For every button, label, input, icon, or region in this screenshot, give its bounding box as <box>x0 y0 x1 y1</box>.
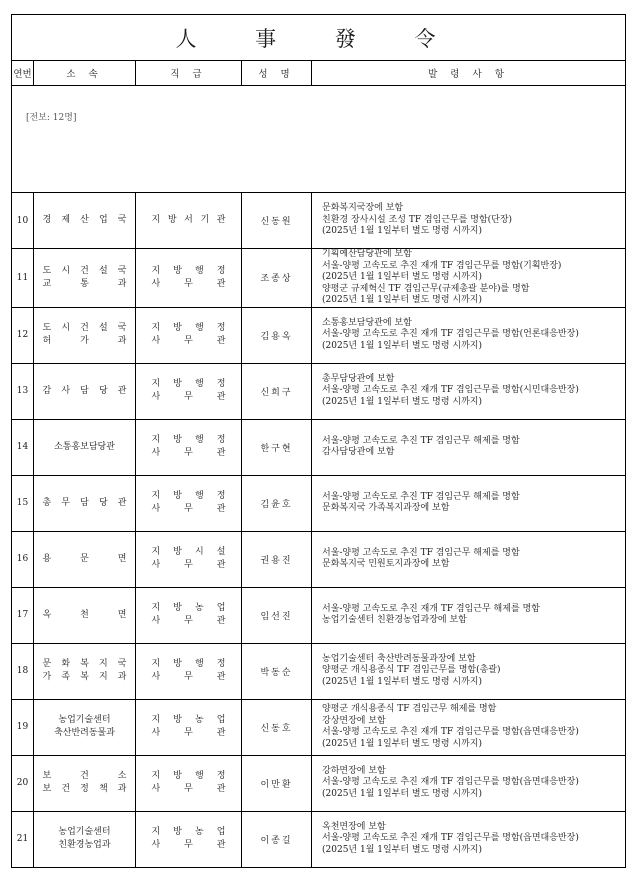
rank-cell <box>136 363 242 419</box>
order-detail-line: 서울-양평 고속도로 추진 재개 TF 겸임근무를 명함(기획반장) <box>322 260 562 271</box>
rank-line: 사 무 관 <box>151 840 226 850</box>
department-line: 경 제 산 업 국 <box>42 215 127 225</box>
row-number: 11 <box>12 249 34 308</box>
rank-cell <box>136 307 242 363</box>
order-detail-line: 서울-양평 고속도로 추진 재개 TF 겸임근무를 명함(언론대응반장) <box>322 329 579 340</box>
row-number: 20 <box>12 755 34 811</box>
rank-line: 지 방 행 정 <box>151 323 226 333</box>
person-name: 신동원 <box>242 193 312 249</box>
department-line: 도 시 건 설 국 <box>42 265 127 276</box>
table-row <box>12 755 626 811</box>
department-line: 도 시 건 설 국 <box>42 323 127 333</box>
person-name: 권용진 <box>242 531 312 587</box>
department-cell <box>34 249 136 308</box>
order-detail-line: 소통홍보담당관에 보함 <box>322 317 412 328</box>
order-detail-line: 서울-양평 고속도로 추진 TF 겸임근무 해제를 명함 <box>322 547 520 558</box>
table-row <box>12 587 626 643</box>
order-details-cell <box>312 307 626 363</box>
order-detail-line: 양평군 개식용종식 TF 겸임근무를 명함(총괄) <box>322 665 501 676</box>
department-line: 총 무 담 당 관 <box>42 497 127 508</box>
department-line: 감 사 담 당 관 <box>42 385 127 396</box>
table-row <box>12 249 626 308</box>
department-cell <box>34 307 136 363</box>
table-row <box>12 811 626 867</box>
header-desc: 발 령 사 항 <box>312 61 626 86</box>
rank-cell <box>136 587 242 643</box>
department-line: 농업기술센터 <box>58 715 111 725</box>
order-detail-line: (2025년 1월 1일부터 별도 명령 시까지) <box>322 340 483 351</box>
table-row <box>12 699 626 755</box>
order-detail-line: 서울-양평 고속도로 추진 TF 겸임근무 해제를 명함 <box>322 491 520 502</box>
table-row <box>12 643 626 699</box>
rank-cell <box>136 193 242 249</box>
table-row <box>12 531 626 587</box>
department-cell <box>34 587 136 643</box>
department-cell <box>34 193 136 249</box>
rank-line: 지 방 행 정 <box>151 491 226 501</box>
order-details-cell <box>312 249 626 308</box>
order-detail-line: (2025년 1월 1일부터 별도 명령 시까지) <box>322 226 483 237</box>
rank-line: 사 무 관 <box>151 336 226 346</box>
rank-line: 지 방 행 정 <box>151 659 226 669</box>
order-detail-line: (2025년 1월 1일부터 별도 명령 시까지) <box>322 738 483 749</box>
header-name: 성 명 <box>242 61 312 86</box>
personnel-order-table <box>11 14 626 868</box>
order-detail-line: 문화복지국 가족복지과장에 보함 <box>322 503 450 513</box>
order-detail-line: (2025년 1월 1일부터 별도 명령 시까지) <box>322 788 483 799</box>
person-name: 이만환 <box>242 755 312 811</box>
order-details-cell <box>312 811 626 867</box>
department-cell <box>34 811 136 867</box>
department-cell <box>34 699 136 755</box>
row-number: 12 <box>12 307 34 363</box>
rank-line: 지 방 농 업 <box>151 827 226 837</box>
header-row <box>12 61 626 86</box>
header-dept: 소 속 <box>34 61 136 86</box>
rank-line: 사 무 관 <box>151 392 226 402</box>
department-line: 허 가 과 <box>42 336 127 346</box>
rank-line: 지 방 시 설 <box>151 547 226 557</box>
order-detail-line: (2025년 1월 1일부터 별도 명령 시까지) <box>322 272 483 282</box>
department-line: 친환경농업과 <box>58 840 111 850</box>
table-row <box>12 193 626 249</box>
rank-line: 사 무 관 <box>151 504 226 514</box>
table-body <box>12 193 626 868</box>
department-line: 문 화 복 지 국 <box>42 659 127 669</box>
rank-line: 사 무 관 <box>151 784 226 794</box>
order-detail-line: 서울-양평 고속도로 추진 재개 TF 겸임근무 해제를 명함 <box>322 603 540 614</box>
rank-line: 지 방 농 업 <box>151 715 226 725</box>
department-line: 보 건 정 책 과 <box>42 784 127 794</box>
table-row <box>12 475 626 531</box>
order-detail-line: 농업기술센터 친환경농업과장에 보함 <box>322 615 467 625</box>
rank-cell <box>136 419 242 475</box>
order-detail-line: 강하면장에 보함 <box>322 765 386 776</box>
person-name: 김윤호 <box>242 475 312 531</box>
order-details-cell <box>312 531 626 587</box>
order-detail-line: (2025년 1월 1일부터 별도 명령 시까지) <box>322 844 483 855</box>
rank-line: 지 방 행 정 <box>151 771 226 781</box>
rank-line: 사 무 관 <box>151 560 226 570</box>
rank-cell <box>136 699 242 755</box>
order-detail-line: (2025년 1월 1일부터 별도 명령 시까지) <box>322 295 483 305</box>
rank-line: 사 무 관 <box>151 616 226 626</box>
department-line: 소통홍보담당관 <box>54 441 115 452</box>
rank-cell <box>136 755 242 811</box>
person-name: 신동호 <box>242 699 312 755</box>
rank-line: 사 무 관 <box>151 728 226 738</box>
rank-cell <box>136 531 242 587</box>
rank-line: 사 무 관 <box>151 448 226 458</box>
order-detail-line: 서울-양평 고속도로 추진 재개 TF 겸임근무를 명함(읍면대응반장) <box>322 727 579 737</box>
row-number: 13 <box>12 363 34 419</box>
rank-cell <box>136 811 242 867</box>
order-detail-line: 문화복지국 민원토지과장에 보함 <box>322 559 450 569</box>
order-detail-line: 양평군 개식용종식 TF 겸임근무 해제를 명함 <box>322 704 497 714</box>
department-line: 축산반려동물과 <box>54 728 115 738</box>
department-line: 가 족 복 지 과 <box>42 672 127 682</box>
rank-line: 지 방 행 정 <box>151 265 226 276</box>
department-cell <box>34 531 136 587</box>
document-page <box>11 14 625 868</box>
order-detail-line: 문화복지국장에 보함 <box>322 203 404 214</box>
order-detail-line: 서울-양평 고속도로 추진 재개 TF 겸임근무를 명함(시민대응반장) <box>322 385 579 396</box>
rank-line: 지 방 행 정 <box>151 435 226 445</box>
order-detail-line: 강상면장에 보함 <box>322 715 386 726</box>
order-details-cell <box>312 363 626 419</box>
person-name: 김용옥 <box>242 307 312 363</box>
row-number: 15 <box>12 475 34 531</box>
header-rank: 직 급 <box>136 61 242 86</box>
order-details-cell <box>312 755 626 811</box>
rank-line: 지 방 농 업 <box>151 603 226 613</box>
title-row <box>12 15 626 61</box>
note-row <box>12 86 626 193</box>
order-detail-line: 감사담당관에 보함 <box>322 447 395 457</box>
order-detail-line: 친환경 장사시설 조성 TF 겸임근무를 명함(단장) <box>322 214 513 225</box>
department-line: 용 문 면 <box>42 553 127 564</box>
row-number: 21 <box>12 811 34 867</box>
order-detail-line: 총무담당관에 보함 <box>322 373 395 384</box>
person-name: 임선진 <box>242 587 312 643</box>
order-details-cell <box>312 475 626 531</box>
department-cell <box>34 419 136 475</box>
order-detail-line: 서울-양평 고속도로 추진 TF 겸임근무 해제를 명함 <box>322 435 520 446</box>
person-name: 조종상 <box>242 249 312 308</box>
order-detail-line: 농업기술센터 축산반려동물과장에 보함 <box>322 653 476 664</box>
row-number: 14 <box>12 419 34 475</box>
order-detail-line: (2025년 1월 1일부터 별도 명령 시까지) <box>322 396 483 407</box>
order-detail-line: 서울-양평 고속도로 추진 재개 TF 겸임근무를 명함(읍면대응반장) <box>322 777 579 788</box>
rank-cell <box>136 643 242 699</box>
order-details-cell <box>312 699 626 755</box>
department-cell <box>34 755 136 811</box>
rank-line: 지 방 서 기 관 <box>151 215 226 225</box>
order-details-cell <box>312 587 626 643</box>
row-number: 19 <box>12 699 34 755</box>
rank-cell <box>136 249 242 308</box>
order-details-cell <box>312 419 626 475</box>
order-detail-line: 서울-양평 고속도로 추진 재개 TF 겸임근무를 명함(읍면대응반장) <box>322 833 579 844</box>
department-cell <box>34 643 136 699</box>
department-line: 농업기술센터 <box>58 827 111 837</box>
row-number: 17 <box>12 587 34 643</box>
header-no: 연번 <box>12 61 34 86</box>
department-cell <box>34 363 136 419</box>
order-detail-line: 양평군 규제혁신 TF 겸임근무(규제총괄 분야)를 명함 <box>322 283 530 294</box>
order-details-cell <box>312 193 626 249</box>
rank-line: 지 방 행 정 <box>151 379 226 389</box>
department-line: 옥 천 면 <box>42 609 127 620</box>
person-name: 한구현 <box>242 419 312 475</box>
rank-line: 사 무 관 <box>151 672 226 682</box>
table-row <box>12 363 626 419</box>
table-row <box>12 307 626 363</box>
transfer-note: [전보: 12명] <box>12 86 626 193</box>
row-number: 16 <box>12 531 34 587</box>
row-number: 10 <box>12 193 34 249</box>
person-name: 신희구 <box>242 363 312 419</box>
order-detail-line: 기획예산담당관에 보함 <box>322 249 412 259</box>
department-line: 교 통 과 <box>42 278 127 289</box>
person-name: 박동순 <box>242 643 312 699</box>
document-title: 人 事 發 令 <box>12 15 626 61</box>
order-detail-line: (2025년 1월 1일부터 별도 명령 시까지) <box>322 676 483 687</box>
person-name: 이종길 <box>242 811 312 867</box>
order-details-cell <box>312 643 626 699</box>
rank-line: 사 무 관 <box>151 278 226 289</box>
department-line: 보 건 소 <box>42 771 127 781</box>
row-number: 18 <box>12 643 34 699</box>
department-cell <box>34 475 136 531</box>
table-row <box>12 419 626 475</box>
rank-cell <box>136 475 242 531</box>
order-detail-line: 옥천면장에 보함 <box>322 821 386 832</box>
